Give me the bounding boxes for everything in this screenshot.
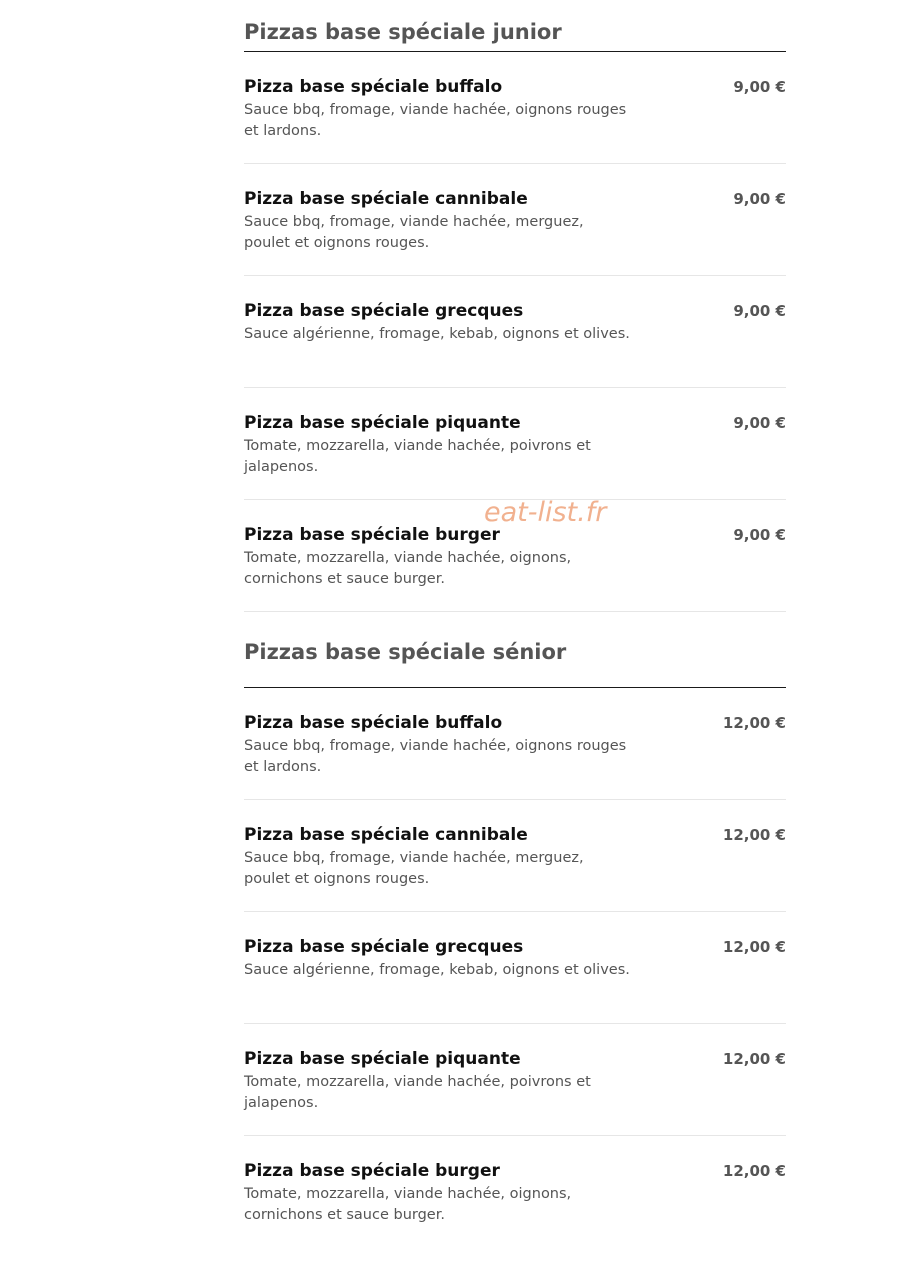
item-name: Pizza base spéciale cannibale bbox=[244, 825, 528, 845]
menu-item bbox=[244, 388, 786, 500]
item-price: 12,00 € bbox=[722, 938, 786, 956]
menu-item bbox=[244, 912, 786, 1024]
item-description: Tomate, mozzarella, viande hachée, poivrons et jalapenos. bbox=[244, 1074, 591, 1111]
item-name: Pizza base spéciale piquante bbox=[244, 1049, 521, 1069]
menu-item bbox=[244, 1024, 786, 1136]
item-price: 9,00 € bbox=[733, 78, 786, 96]
section-title: Pizzas base spéciale sénior bbox=[244, 640, 567, 664]
item-name: Pizza base spéciale grecques bbox=[244, 937, 524, 957]
item-description: Tomate, mozzarella, viande hachée, oignons, cornichons et sauce burger. bbox=[244, 1186, 572, 1223]
item-price: 9,00 € bbox=[733, 302, 786, 320]
item-description: Sauce bbq, fromage, viande hachée, merguez, poulet et oignons rouges. bbox=[244, 850, 584, 887]
item-price: 9,00 € bbox=[733, 414, 786, 432]
item-price: 12,00 € bbox=[722, 714, 786, 732]
item-name: Pizza base spéciale piquante bbox=[244, 413, 521, 433]
item-name: Pizza base spéciale burger bbox=[244, 525, 500, 545]
item-description: Sauce bbq, fromage, viande hachée, merguez, poulet et oignons rouges. bbox=[244, 214, 584, 251]
menu-item bbox=[244, 52, 786, 164]
item-description: Sauce bbq, fromage, viande hachée, oignons rouges et lardons. bbox=[244, 102, 627, 139]
item-description: Sauce algérienne, fromage, kebab, oignons et olives. bbox=[244, 962, 630, 978]
item-description: Tomate, mozzarella, viande hachée, poivrons et jalapenos. bbox=[244, 438, 591, 475]
item-name: Pizza base spéciale buffalo bbox=[244, 713, 503, 733]
menu bbox=[244, 0, 786, 1248]
item-description: Tomate, mozzarella, viande hachée, oignons, cornichons et sauce burger. bbox=[244, 550, 572, 587]
menu-item bbox=[244, 164, 786, 276]
menu-item bbox=[244, 276, 786, 388]
item-price: 12,00 € bbox=[722, 1050, 786, 1068]
item-price: 9,00 € bbox=[733, 526, 786, 544]
item-name: Pizza base spéciale cannibale bbox=[244, 189, 528, 209]
menu-item bbox=[244, 1136, 786, 1248]
item-name: Pizza base spéciale grecques bbox=[244, 301, 524, 321]
item-name: Pizza base spéciale buffalo bbox=[244, 77, 503, 97]
section-title: Pizzas base spéciale junior bbox=[244, 20, 562, 44]
item-name: Pizza base spéciale burger bbox=[244, 1161, 500, 1181]
section-senior bbox=[244, 612, 786, 1248]
item-description: Sauce bbq, fromage, viande hachée, oignons rouges et lardons. bbox=[244, 738, 627, 775]
item-description: Sauce algérienne, fromage, kebab, oignons et olives. bbox=[244, 326, 630, 342]
item-price: 12,00 € bbox=[722, 826, 786, 844]
menu-item bbox=[244, 800, 786, 912]
item-price: 9,00 € bbox=[733, 190, 786, 208]
watermark: eat-list.fr bbox=[484, 497, 607, 528]
menu-item bbox=[244, 688, 786, 800]
item-price: 12,00 € bbox=[722, 1162, 786, 1180]
